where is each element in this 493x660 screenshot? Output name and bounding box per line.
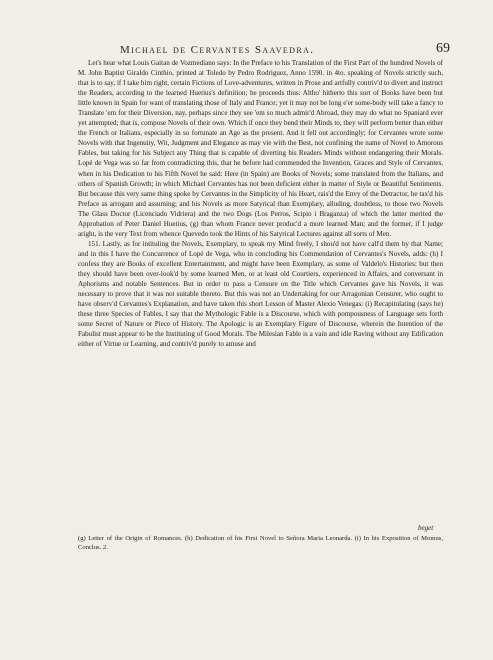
footnotes: (g) Letter of the Origin of Romances. (h) Dedication of his First Novel to Señora Maria Leonarda. (i) In his Exposition of Momus, Conclus. 2. xyxy=(78,535,443,551)
main-text xyxy=(78,58,443,349)
running-title: Michael de Cervantes Saavedra. xyxy=(120,44,315,56)
catchword: beget xyxy=(418,524,434,532)
page-number: 69 xyxy=(436,41,450,56)
paragraph-151: 151. Lastly, as for intituling the Novels, Exemplary, to speak my Mind freely, I shou'd not have call'd them by that Name; and in this I have the Concurrence of Lopé de Vega, who in concluding his Commendation of Cervantes's Novels, adds: (h) I confess they are Books of excellent Entertainment, and might have been Exemplary, as some of Valdelo's Histories: but then they should have been over-look'd by some learned Men, or at least old Courtiers, experienced in Affairs, and conversant in Aphorisms and notable Sentences. But in order to pass a Censure on the Title which Cervantes gave his Novels, it was necessary to prove that it was not suitable thereto. But this was not an Undertaking for our Arragonian Censurer, who ought to have observ'd Cervantes's Explanation, and have taken this short Lesson of Master Alexio Venegas: (i) Recapitulating (says he) these three Species of Fables, I say that the Mythologic Fable is a Discourse, which with pompousness of Language sets forth some Secret of Nature or Piece of History. The Apologic is an Exemplary Figure of Discourse, wherein the Intention of the Fabulist must appear to be the Instituting of Good Morals. The Milesian Fable is a vain and idle Raving without any Edification either of Virtue or Learning, and contriv'd purely to amuse and xyxy=(78,239,443,349)
paragraph-150: Let's hear what Louis Gaitan de Vozmediano says: In the Preface to his Translation of the First Part of the hundred Novels of M. John Baptist Giraldo Cinthio, printed at Toledo by Pedro Rodriguez, Anno 1590. in 4to. speaking of Novels strictly such, that is to say, if I take him right, certain Fictions of Love-adventures, written in Prose and artfully contriv'd to divert and instruct the Readers, according to the learned Huetius's definition; he proceeds thus: Altho' hitherto this sort of Books have been but little known in Spain for want of translating those of Italy and France; yet it may not be long e'er some-body will take a fancy to Translate 'em for their Diversion, nay, perhaps since they see 'em so much admir'd Abroad, they may do what no Spaniard ever yet attempted; that is, compose Novels of their own. Which if once they bend their Minds to, they will perform better than either the French or Italians, especially in so fortunate an Age as the present. And it fell out accordingly; for Cervantes wrote some Novels with that Ingenuity, Wit, Judgment and Elegance as may vie with the Best, not confining the name of Novel to Amorous Fables, but taking for his Subject any Thing that is capable of diverting his Readers Minds without endangering their Morals. Lopé de Vega was so far from contradicting this, that he before had commended the Invention, Graces and Style of Cervantes, when in his Dedication to his Fifth Novel he said: Here (in Spain) are Books of Novels; some translated from the Italians, and others of Spanish Growth; in which Michael Cervantes has not been deficient either in matter of Style or Beautiful Sentiments. But because this very same thing spoke by Cervantes in the Simplicity of his Heart, rais'd the Envy of the Detractor, he tax'd his Preface as arrogant and assuming; and his Novels as more Satyrical than Exemplary, alluding, doubtless, to those two Novels The Glass Doctor (Licenciado Vidriera) and the two Dogs (Los Perros, Scipio i Braganza) of which the latter merited the Approbation of Peter Daniel Huetius, (g) than whom France never produc'd a more learned Man; and the former, if I judge aright, is the very Text from whence Quevedo took the Hints of his Satyrical Lectures against all sorts of Men. xyxy=(78,59,443,238)
